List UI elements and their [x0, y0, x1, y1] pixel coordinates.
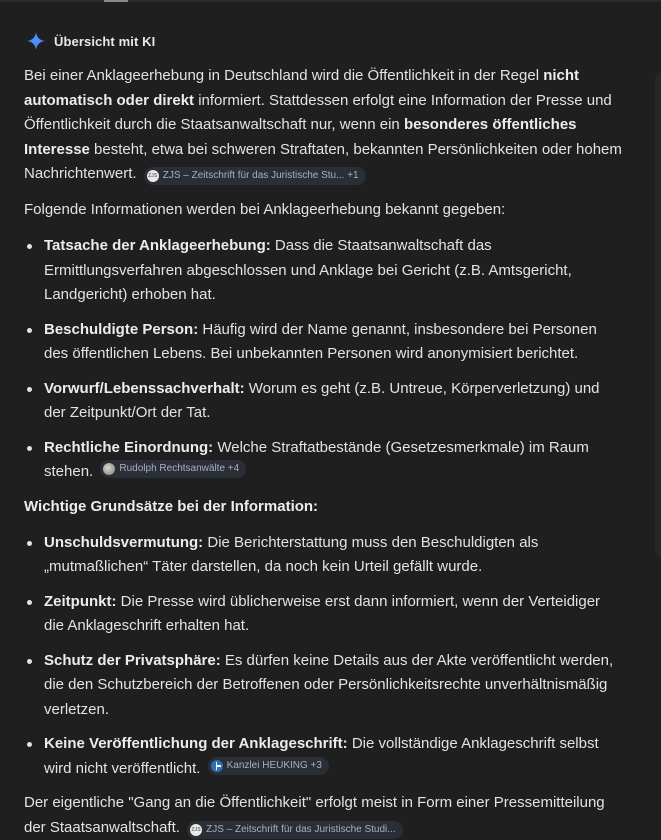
bullet-icon	[27, 541, 32, 546]
info-list	[24, 234, 624, 485]
tab-indicator	[104, 0, 128, 2]
source-chip-zjs-2[interactable]	[187, 821, 403, 839]
list-item	[24, 732, 624, 781]
list-item	[24, 531, 624, 580]
item-term: Beschuldigte Person:	[44, 320, 199, 338]
intro-text-1: Bei einer Anklageerhebung in Deutschland wird die Öffentlichkeit in der Regel	[24, 67, 544, 84]
top-bar	[0, 0, 661, 2]
principles-heading: Wichtige Grundsätze bei der Information:	[24, 497, 319, 515]
item-text: Häufig wird der Name genannt, insbesondere bei Personen des öffentlichen Lebens. Bei unbekannten Personen wird anonymisiert berichtet.	[44, 320, 597, 362]
source-chip-rudolph[interactable]	[100, 460, 246, 478]
item-text: Dass die Staatsanwaltschaft das Ermittlungsverfahren abgeschlossen und Anklage bei Gericht (z.B. Amtsgericht, Landgericht) erhoben hat.	[44, 237, 572, 303]
source-chip-label: Kanzlei HEUKING +3	[226, 759, 322, 771]
ai-overview-header	[24, 28, 624, 54]
bullet-icon	[27, 742, 32, 747]
intro-text-2: informiert. Stattdessen erfolgt eine Information der Presse und Öffentlichkeit durch die Staatsanwaltschaft nur, wenn ein	[24, 91, 612, 133]
intro-paragraph	[24, 64, 624, 187]
source-chip-zjs[interactable]	[144, 167, 366, 185]
item-text: Worum es geht (z.B. Untreue, Körperverletzung) und der Zeitpunkt/Ort der Tat.	[44, 379, 600, 421]
list-item	[24, 590, 624, 639]
outro-text: Der eigentliche "Gang an die Öffentlichkeit" erfolgt meist in Form einer Pressemitteilung der Staatsanwaltschaft.	[24, 794, 605, 836]
item-term: Keine Veröffentlichung der Anklageschrift:	[44, 735, 348, 752]
ai-overview	[24, 28, 624, 840]
principles-list	[24, 531, 624, 782]
item-term: Vorwurf/Lebenssachverhalt:	[44, 379, 245, 397]
item-text: Die Berichterstattung muss den Beschuldigten als „mutmaßlichen“ Täter darstellen, da noch kein Urteil gefällt wurde.	[44, 533, 539, 575]
bullet-icon	[27, 659, 32, 664]
intro-bold-1: nicht automatisch oder direkt	[24, 67, 580, 109]
item-term: Schutz der Privatsphäre:	[44, 651, 221, 669]
list-item	[24, 436, 624, 485]
info-lead: Folgende Informationen werden bei Anklageerhebung bekannt gegeben:	[24, 200, 506, 218]
item-term: Tatsache der Anklageerhebung:	[44, 237, 271, 254]
zjs-favicon-icon: ZJS	[190, 824, 202, 836]
rudolph-favicon-icon	[103, 463, 115, 475]
outro-paragraph	[24, 791, 624, 840]
source-chip-heuking[interactable]	[208, 757, 329, 775]
bullet-icon	[27, 446, 32, 451]
list-item	[24, 649, 624, 723]
item-text: Die vollständige Anklageschrift selbst wird nicht veröffentlicht.	[44, 735, 599, 777]
item-term: Zeitpunkt:	[44, 592, 117, 610]
item-term: Rechtliche Einordnung:	[44, 438, 214, 456]
list-item	[24, 234, 624, 308]
item-text: Es dürfen keine Details aus der Akte veröffentlicht werden, die den Schutzbereich der Betroffenen oder Persönlichkeitsrechte unverhältnismäßig verletzen.	[44, 651, 614, 718]
source-chip-label: ZJS – Zeitschrift für das Juristische Stu... +1	[162, 170, 359, 181]
ai-overview-title: Übersicht mit KI	[54, 33, 156, 49]
bullet-icon	[27, 244, 32, 249]
list-item	[24, 377, 624, 426]
bullet-icon	[27, 328, 32, 333]
intro-bold-2: besonderes öffentliches Interesse	[24, 116, 577, 158]
heuking-favicon-icon	[211, 760, 223, 772]
bullet-icon	[27, 387, 32, 392]
side-panel-edge	[655, 70, 661, 558]
source-chip-label: ZJS – Zeitschrift für das Juristische Studi...	[206, 823, 396, 835]
source-chip-label: Rudolph Rechtsanwälte +4	[119, 463, 240, 474]
list-item	[24, 318, 624, 367]
item-term: Unschuldsvermutung:	[44, 533, 204, 551]
item-text: Die Presse wird üblicherweise erst dann informiert, wenn der Verteidiger die Anklageschrift erhalten hat.	[44, 592, 601, 634]
bullet-icon	[27, 600, 32, 605]
item-text: Welche Straftatbestände (Gesetzesmerkmale) im Raum stehen.	[44, 438, 589, 480]
sparkle-icon	[26, 31, 46, 51]
zjs-favicon-icon: ZJS	[147, 170, 159, 182]
intro-text-3: besteht, etwa bei schweren Straftaten, bekannten Persönlichkeiten oder hohem Nachrichtenwert.	[24, 140, 622, 182]
